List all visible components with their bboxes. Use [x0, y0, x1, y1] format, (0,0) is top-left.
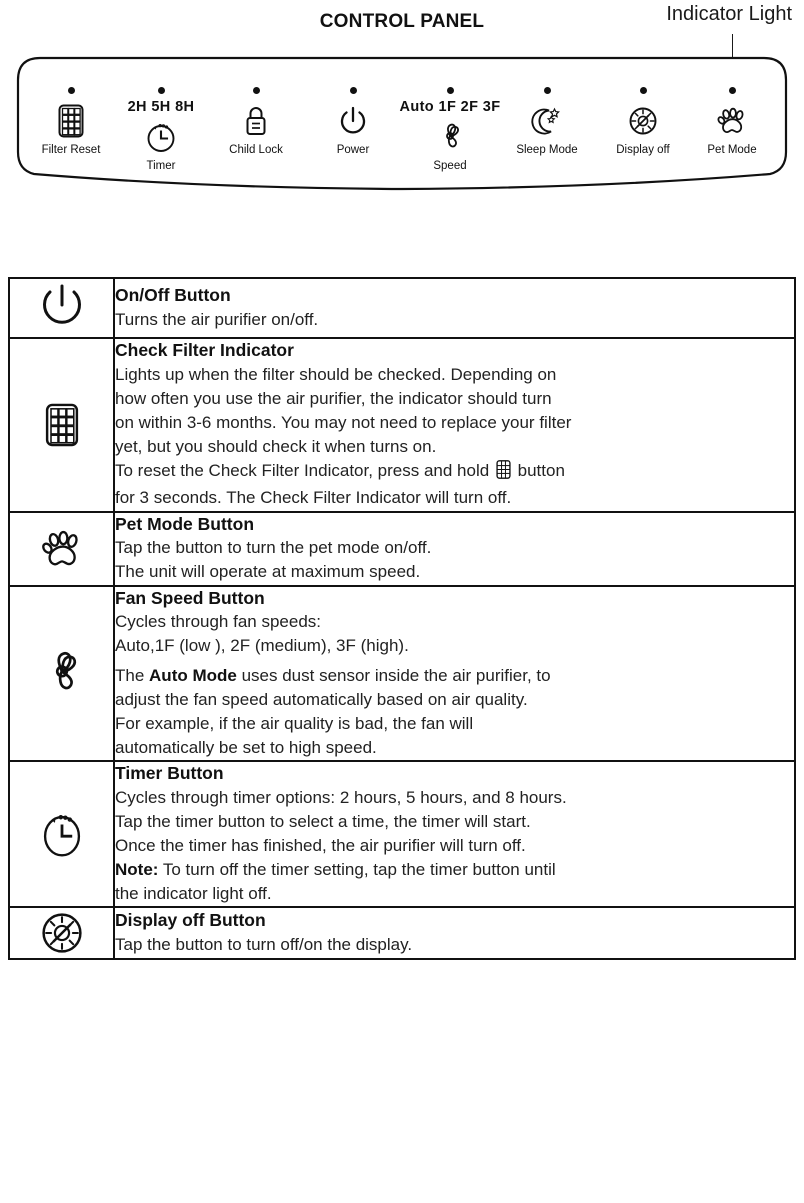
paw-icon [677, 101, 787, 141]
row-line-emphasis: Auto Mode [149, 665, 237, 685]
moon-stars-icon [492, 101, 602, 141]
panel-caption-sleep-mode: Sleep Mode [516, 144, 578, 156]
control-panel-diagram [0, 0, 804, 252]
table-row [9, 338, 795, 512]
panel-caption-display-off: Display off [616, 144, 670, 156]
button-reference-table [8, 277, 796, 960]
row-icon-cell-power [9, 278, 114, 338]
row-line: Lights up when the filter should be checked. Depending on [115, 364, 557, 384]
panel-button-pet-mode[interactable] [677, 86, 787, 156]
row-text-cell-fan-speed [114, 586, 795, 762]
filter-grid-icon [496, 460, 511, 486]
row-line: Cycles through fan speeds: [115, 612, 322, 632]
panel-caption-child-lock: Child Lock [229, 144, 283, 156]
panel-steps-speed: Auto 1F 2F 3F [399, 99, 501, 115]
panel-button-child-lock[interactable] [201, 86, 311, 156]
row-title: On/Off Button [115, 285, 231, 306]
table-row [9, 278, 795, 338]
row-line-prefix: To reset the Check Filter Indicator, press and hold [115, 461, 494, 481]
row-icon-cell-filter [9, 338, 114, 512]
row-line: Auto,1F (low ), 2F (medium), 3F (high). [115, 636, 409, 656]
panel-caption-speed: Speed [433, 160, 467, 172]
panel-caption-power: Power [336, 144, 370, 156]
panel-caption-pet-mode: Pet Mode [707, 144, 757, 156]
row-line: Tap the timer button to select a time, the timer will start. [115, 811, 531, 831]
row-text-cell-pet-mode [114, 512, 795, 586]
row-line: the indicator light off. [115, 884, 272, 904]
row-line-suffix: uses dust sensor inside the air purifier, to [236, 665, 551, 685]
fan-icon [10, 646, 113, 700]
row-title: Check Filter Indicator [115, 340, 294, 360]
row-line: Once the timer has finished, the air purifier will turn off. [115, 836, 526, 855]
page-title: CONTROL PANEL [319, 11, 485, 32]
row-line: automatically be set to high speed. [115, 737, 377, 757]
panel-button-speed[interactable] [395, 86, 505, 172]
row-icon-cell-timer [9, 761, 114, 907]
panel-caption-filter-reset: Filter Reset [41, 144, 101, 156]
indicator-led-pet-mode [677, 86, 787, 99]
panel-caption-timer: Timer [146, 160, 176, 172]
row-line: Tap the button to turn the pet mode on/off. [115, 538, 432, 558]
row-line: yet, but you should check it when turns on. [115, 437, 437, 457]
row-text-cell-timer [114, 761, 795, 907]
power-icon [298, 101, 408, 141]
row-title: Fan Speed Button [115, 587, 265, 608]
filter-grid-icon [10, 403, 113, 447]
row-line-with-bold [115, 858, 794, 882]
panel-steps-timer: 2H 5H 8H [127, 99, 195, 115]
row-line: Turns the air purifier on/off. [115, 309, 319, 329]
row-line: how often you use the air purifier, the indicator should turn [115, 388, 552, 408]
row-icon-cell-pet-mode [9, 512, 114, 586]
row-line-prefix: The [115, 665, 150, 685]
row-line: For example, if the air quality is bad, the fan will [115, 713, 474, 733]
row-line: on within 3-6 months. You may not need to replace your filter [115, 413, 572, 432]
timer-clock-icon [10, 807, 113, 861]
panel-button-timer[interactable] [106, 86, 216, 172]
row-line-with-icon [115, 459, 794, 486]
row-line-with-bold [115, 664, 794, 688]
paw-icon [10, 525, 113, 573]
row-line: The unit will operate at maximum speed. [115, 562, 421, 582]
row-text-cell-display-off [114, 907, 795, 959]
panel-button-power[interactable] [298, 86, 408, 156]
row-line-suffix: To turn off the timer setting, tap the timer button until [158, 860, 556, 880]
row-title: Display off Button [115, 910, 266, 931]
display-off-icon [10, 908, 113, 958]
indicator-led-speed [395, 86, 505, 99]
indicator-led-power [298, 86, 408, 99]
power-icon [10, 279, 113, 337]
table-row [9, 907, 795, 959]
indicator-light-callout-label: Indicator Light [666, 3, 792, 25]
table-row [9, 761, 795, 907]
row-line: adjust the fan speed automatically based on air quality. [115, 689, 528, 709]
timer-clock-icon [106, 117, 216, 157]
row-title: Pet Mode Button [115, 513, 255, 534]
row-line: Tap the button to turn off/on the display. [115, 935, 413, 955]
padlock-icon [201, 101, 311, 141]
table-row [9, 512, 795, 586]
table-row [9, 586, 795, 762]
row-title: Timer Button [115, 763, 224, 783]
row-icon-cell-fan-speed [9, 586, 114, 762]
indicator-led-child-lock [201, 86, 311, 99]
row-text-cell-filter [114, 338, 795, 512]
row-line: Cycles through timer options: 2 hours, 5 hours, and 8 hours. [115, 787, 567, 807]
row-line-suffix: button [512, 461, 565, 481]
row-icon-cell-display-off [9, 907, 114, 959]
panel-button-sleep-mode[interactable] [492, 86, 602, 156]
row-text-cell-power [114, 278, 795, 338]
fan-icon [395, 117, 505, 157]
row-line: for 3 seconds. The Check Filter Indicator will turn off. [115, 488, 512, 508]
indicator-led-sleep-mode [492, 86, 602, 99]
indicator-led-timer [106, 86, 216, 99]
row-line-emphasis: Note: [115, 860, 159, 880]
